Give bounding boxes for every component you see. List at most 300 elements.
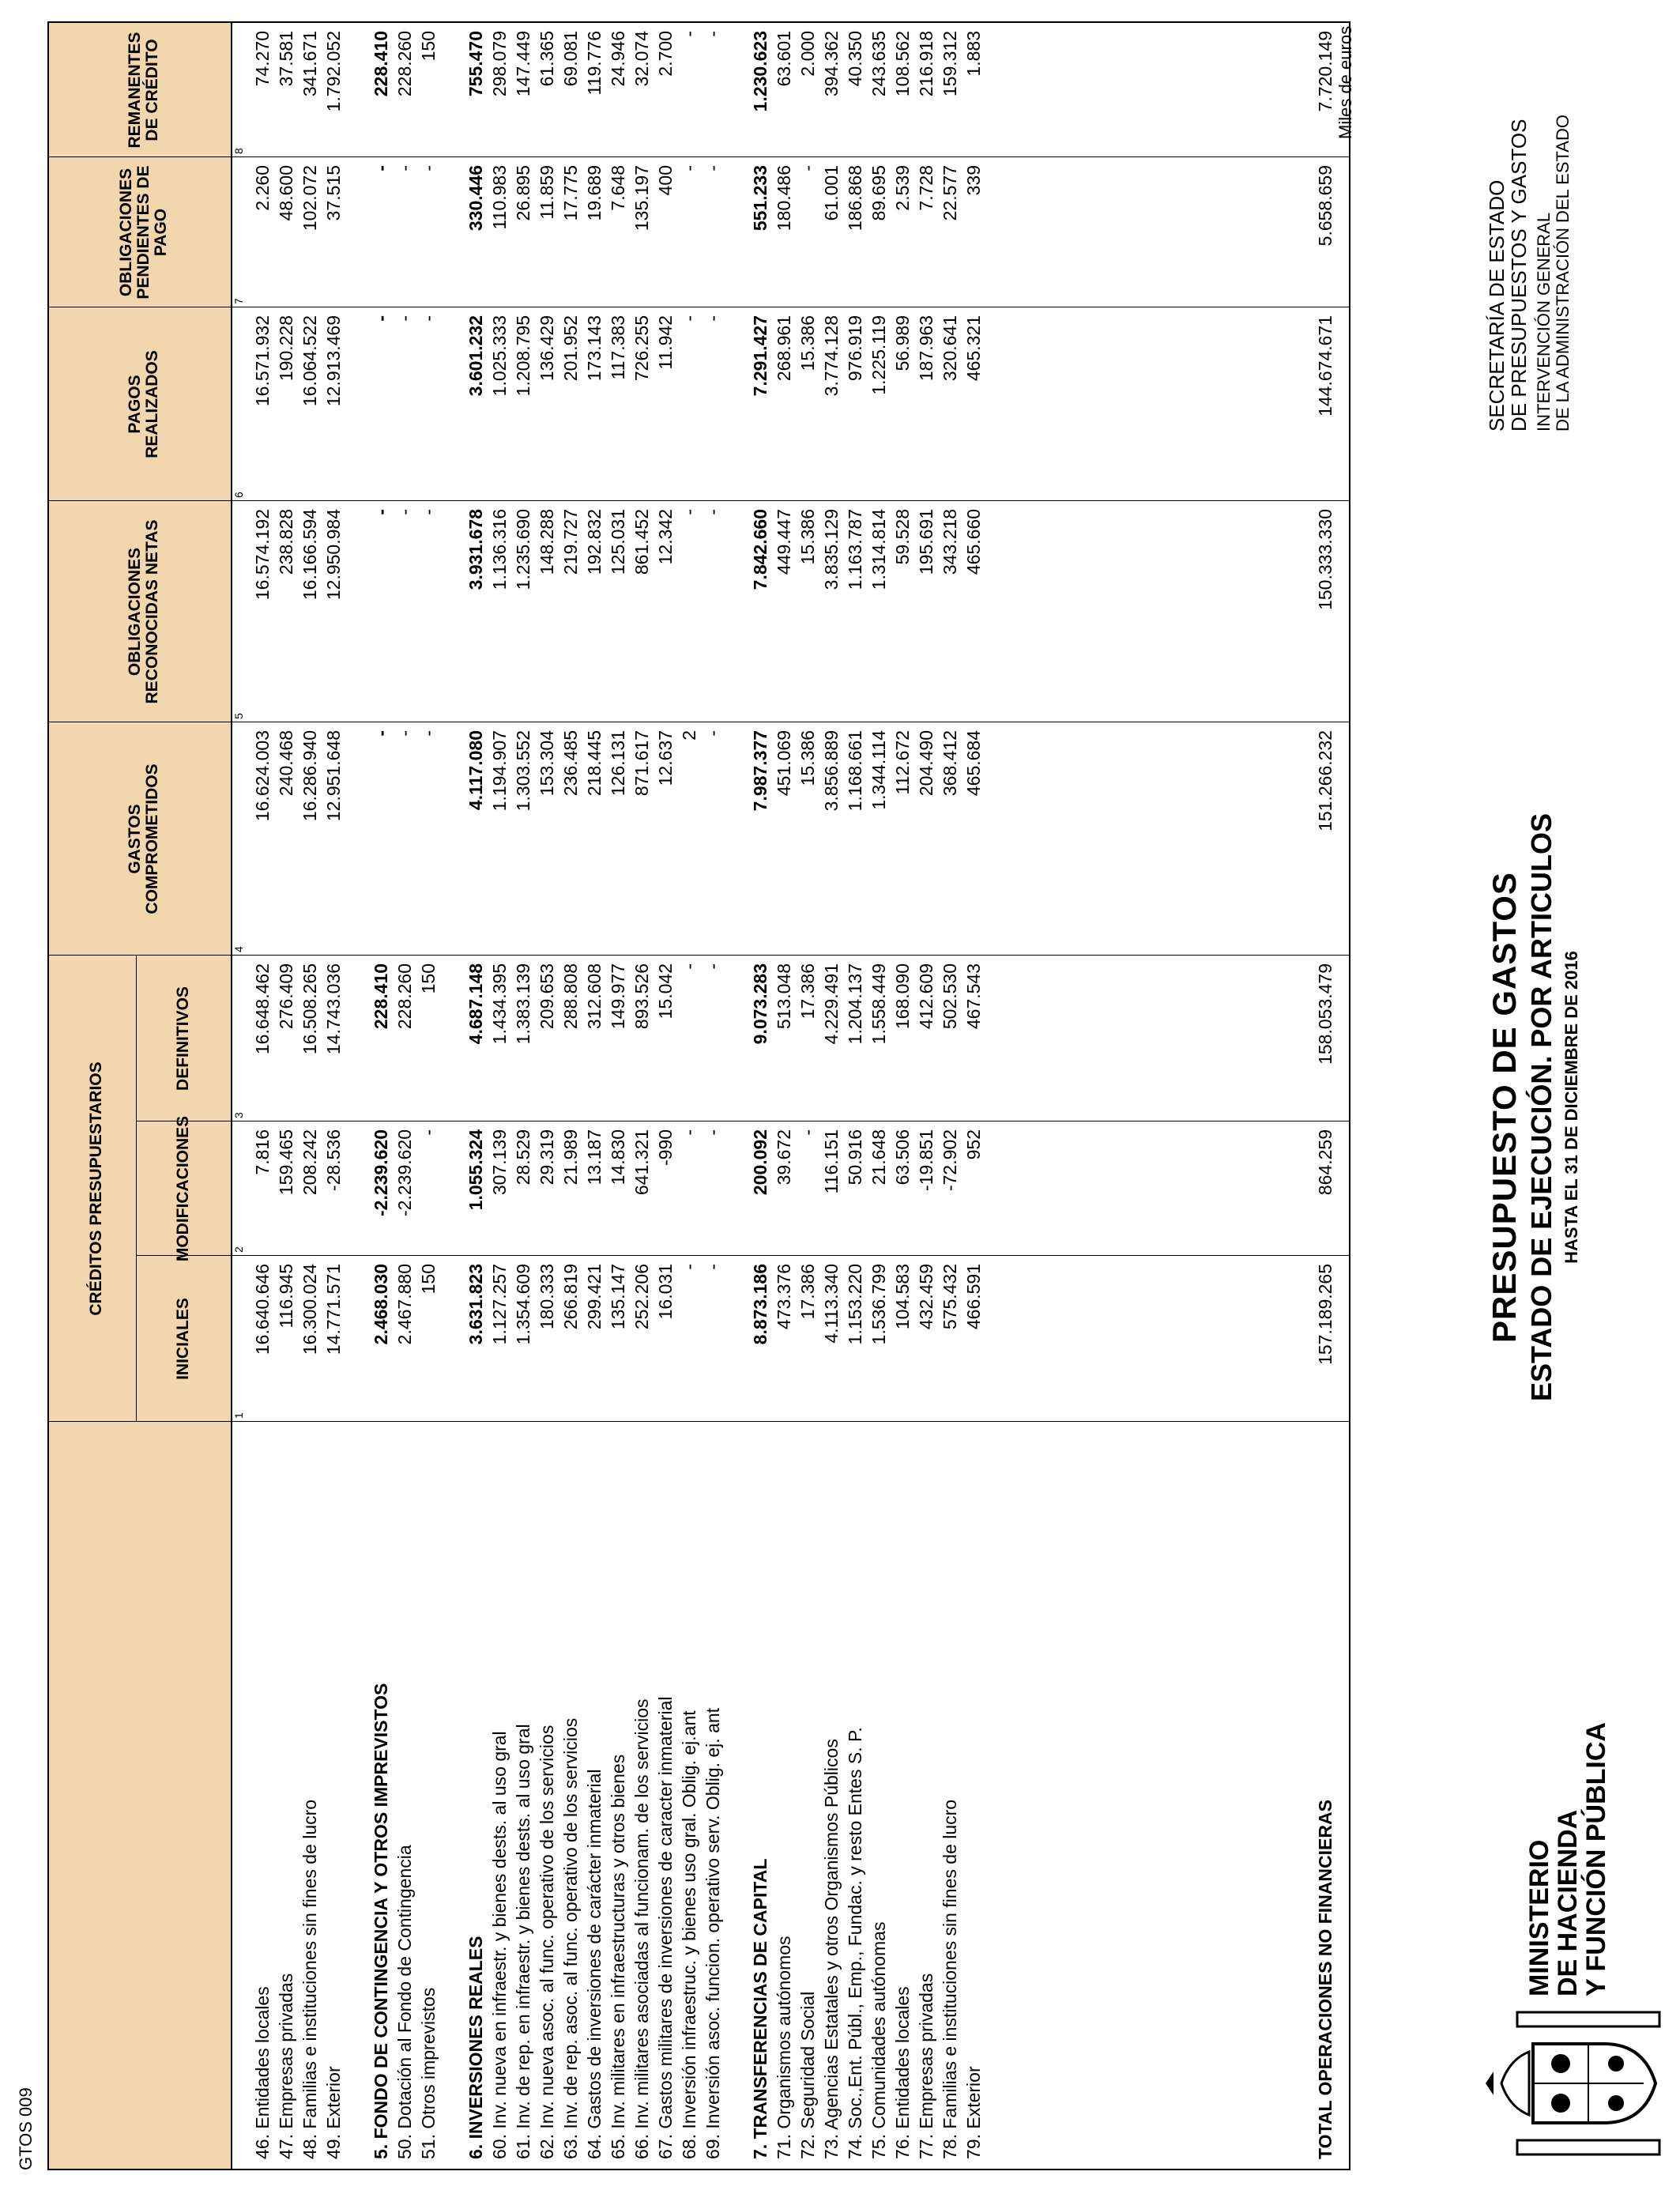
row-value: 3.631.823 [465,1264,486,1345]
row-value: - [418,509,439,515]
row-label: 49. Exterior [323,2066,344,2159]
row-value: 22.577 [940,165,960,221]
row-value: 201.952 [560,315,581,382]
row-label: 79. Exterior [963,2066,984,2159]
header-remanentes: REMANENTES DE CRÉDITO [126,32,161,149]
row-value: 243.635 [868,31,889,97]
row-value: 125.031 [608,509,628,575]
row-value: -2.239.620 [371,1129,391,1216]
table-row [914,23,938,2169]
row-value: 150 [418,31,439,62]
row-value: 29.319 [537,1129,557,1186]
row-value: 180.333 [537,1264,557,1330]
row-value: 16.031 [655,1264,676,1320]
row-value: 4.113.340 [821,1264,842,1344]
row-value: - [703,165,723,172]
row-value: 641.321 [631,1129,652,1196]
row-value: 16.064.522 [299,315,320,407]
row-label: 62. Inv. nueva asoc. al func. operativo de los servicios [537,1725,557,2159]
row-value: 4.117.080 [465,730,486,811]
row-value: 2.700 [655,31,676,77]
row-label: 48. Familias e instituciones sin fines de lucro [299,1799,320,2159]
row-value: 7.291.427 [750,315,770,397]
units-label: Miles de euros [1335,25,1355,139]
row-value: 40.350 [845,31,865,87]
row-value: 976.919 [845,315,865,382]
row-label: 71. Organismos autónomos [774,1936,794,2159]
row-value: 16.624.003 [252,730,273,822]
row-value: 126.131 [608,730,628,797]
intervencion-line-1: INTERVENCIÓN GENERAL [1534,212,1554,432]
row-value: 147.449 [513,31,533,97]
row-value: 150 [418,963,439,994]
row-value: 228.410 [371,31,391,97]
table-row [416,23,440,2169]
column-number: 4 [232,946,245,952]
row-value: 238.828 [276,509,296,575]
row-value: - [371,315,391,322]
row-value: 726.255 [631,315,652,382]
row-value: 1.235.690 [513,509,533,590]
row-value: 252.206 [631,1264,652,1330]
table-row [867,23,891,2169]
table-row [654,23,677,2169]
table-row [938,23,962,2169]
row-value: -28.536 [323,1129,344,1192]
row-label: 6. INVERSIONES REALES [465,1936,486,2159]
row-value: 307.139 [489,1129,510,1196]
row-value: 412.609 [916,963,936,1030]
row-value: - [418,315,439,322]
row-label: 77. Empresas privadas [916,1973,936,2159]
row-value: 63.506 [892,1129,913,1186]
row-value: 180.486 [774,165,794,232]
row-value: 208.242 [299,1129,320,1196]
row-value: 135.147 [608,1264,628,1330]
row-value: 575.432 [940,1264,960,1330]
table-row [772,23,796,2169]
row-value: 1.127.257 [489,1264,510,1345]
row-label: 78. Familias e instituciones sin fines de lucro [940,1799,960,2159]
row-value: - [679,1129,699,1136]
coat-of-arms-icon [1486,2004,1667,2162]
row-value: 61.365 [537,31,557,87]
header-obligaciones-pendientes: OBLIGACIONES PENDIENTES DE PAGO [117,165,170,300]
row-value: 473.376 [774,1264,794,1330]
row-value: 1.536.799 [868,1264,889,1345]
row-value: 135.197 [631,165,652,232]
row-value: 299.421 [584,1264,605,1330]
row-value: 14.830 [608,1129,628,1186]
row-value: 465.321 [963,315,984,382]
row-value: 3.774.128 [821,315,842,397]
row-value: 1.225.119 [868,315,889,395]
row-value: 153.304 [537,730,557,797]
row-value: 3.931.678 [465,509,486,590]
row-label: 5. FONDO DE CONTINGENCIA Y OTROS IMPREVISTOS [371,1683,391,2159]
ministry-line-1: MINISTERIO [1524,1839,1554,1996]
row-value: - [371,509,391,515]
row-value: 15.386 [797,730,818,786]
row-value: 37.515 [323,165,344,221]
table-row [322,23,345,2169]
row-value: 28.529 [513,1129,533,1186]
total-row [1313,23,1337,2169]
row-value: 466.591 [963,1264,984,1330]
row-value: 2.467.880 [394,1264,415,1345]
row-value: 513.048 [774,963,794,1030]
row-value: - [679,509,699,515]
ministry-name [1525,1722,1610,1996]
column-number: 2 [232,1246,245,1253]
row-value: - [394,730,415,737]
row-value: 1.025.333 [489,315,510,397]
row-label: 76. Entidades locales [892,1986,913,2159]
table-row [274,23,298,2169]
row-value: 157.189.265 [1315,1264,1335,1365]
table-row [796,23,819,2169]
row-value: 502.530 [940,963,960,1030]
row-value: 4.687.148 [465,963,486,1045]
row-value: 144.674.671 [1315,315,1335,417]
row-value: 3.601.232 [465,315,486,397]
column-number: 3 [232,1112,245,1118]
row-label: 66. Inv. militares asociadas al funcionam. de los servicios [631,1698,652,2159]
row-value: 2.000 [797,31,818,77]
row-value: 3.856.889 [821,730,842,812]
row-value: 952 [963,1129,984,1160]
header-gastos-comprometidos: GASTOS COMPROMETIDOS [126,763,161,914]
row-value: 158.053.479 [1315,963,1335,1065]
row-value: 24.946 [608,31,628,87]
row-value: 1.136.316 [489,509,510,590]
row-value: 5.658.659 [1315,165,1335,247]
row-value: 110.983 [489,165,510,230]
row-value: 148.288 [537,509,557,575]
row-value: 14.743.036 [323,963,344,1055]
row-value: 1.163.787 [845,509,865,590]
row-value: 108.562 [892,31,913,97]
row-value: 343.218 [940,509,960,575]
row-value: - [797,1129,818,1136]
row-value: 2.260 [252,165,273,211]
row-value: 465.660 [963,509,984,575]
row-value: 9.073.283 [750,963,770,1045]
row-value: 19.689 [584,165,605,221]
row-value: - [418,1129,439,1136]
row-label: 63. Inv. de rep. asoc. al func. operativo de los servicios [560,1717,581,2159]
row-value: 17.386 [797,1264,818,1320]
row-label: 69. Inversión asoc. funcion. operativo serv. Oblig. ej. ant [703,1707,723,2159]
creditos-divider [136,956,137,1422]
row-value: 451.069 [774,730,794,797]
row-value: 394.362 [821,31,842,97]
section-row [748,23,772,2169]
row-label: 68. Inversión infraestruc. y bienes uso gral. Oblig. ej.ant [679,1710,699,2159]
row-value: 17.386 [797,963,818,1020]
row-value: 1.792.052 [323,31,344,112]
table-row [582,23,606,2169]
row-value: 320.641 [940,315,960,382]
row-value: 8.873.186 [750,1264,770,1345]
row-value: 56.989 [892,315,913,371]
row-value: 59.528 [892,509,913,565]
row-label: 50. Dotación al Fondo de Contingencia [394,1845,415,2159]
row-value: 69.081 [560,31,581,87]
row-value: 112.672 [892,730,913,795]
row-value: 1.230.623 [750,31,770,112]
row-value: 12.950.984 [323,509,344,601]
row-value: 1.314.814 [868,509,889,590]
row-value: 216.918 [916,31,936,97]
row-value: 32.074 [631,31,652,87]
date-line: HASTA EL 31 DE DICIEMBRE DE 2016 [1561,951,1581,1264]
row-value: 16.648.462 [252,963,273,1055]
row-value: 15.042 [655,963,676,1020]
row-value: 400 [655,165,676,196]
row-value: 48.600 [276,165,296,221]
secretaria-line-1: SECRETARÍA DE ESTADO [1485,179,1509,432]
row-value: 151.266.232 [1315,730,1335,831]
row-label: 7. TRANSFERENCIAS DE CAPITAL [750,1858,770,2159]
row-value: 16.286.940 [299,730,320,822]
row-value: - [394,509,415,515]
row-value: - [679,963,699,970]
row-value: 1.383.139 [513,963,533,1045]
row-label: 47. Empresas privadas [276,1973,296,2159]
header-divider [231,23,232,2169]
row-value: 119.776 [584,31,605,96]
row-label: 64. Gastos de inversiones de carácter inmaterial [584,1769,605,2159]
row-value: 2.468.030 [371,1264,391,1345]
row-value: -72.902 [940,1129,960,1192]
row-value: 268.961 [774,315,794,382]
row-value: 104.583 [892,1264,913,1330]
row-value: 467.543 [963,963,984,1030]
row-value: 15.386 [797,315,818,371]
ministry-line-3: Y FUNCIÓN PÚBLICA [1581,1722,1611,1996]
row-value: 1.194.907 [489,730,510,812]
row-value: 209.653 [537,963,557,1030]
row-value: 150.333.330 [1315,509,1335,610]
row-value: 864.259 [1315,1129,1335,1196]
page-title: PRESUPUESTO DE GASTOS [1486,872,1523,1343]
row-value: 755.470 [465,31,486,97]
row-value: 312.608 [584,963,605,1030]
row-value: 330.446 [465,165,486,232]
header-obligaciones-netas: OBLIGACIONES RECONOCIDAS NETAS [126,519,161,704]
row-value: - [703,315,723,322]
row-value: 7.987.377 [750,730,770,812]
row-value: 39.672 [774,1129,794,1186]
row-value: 17.775 [560,165,581,221]
row-value: 149.977 [608,963,628,1030]
row-label: 75. Comunidades autónomas [868,1921,889,2159]
table-row [488,23,511,2169]
table-row [677,23,701,2169]
row-value: - [703,31,723,37]
page-titles [1486,692,1582,1522]
row-value: 159.465 [276,1129,296,1196]
row-value: 236.485 [560,730,581,797]
ministry-line-2: DE HACIENDA [1553,1809,1583,1996]
row-value: 1.303.552 [513,730,533,812]
row-value: -19.851 [916,1129,936,1192]
row-value: - [703,1129,723,1136]
row-value: 465.684 [963,730,984,797]
row-value: 1.204.137 [845,963,865,1045]
row-value: 2 [679,730,699,741]
column-number: 8 [232,148,245,154]
row-value: 168.090 [892,963,913,1030]
row-value: -990 [655,1129,676,1167]
secretaria-line-2: DE PRESUPUESTOS Y GASTOS [1507,119,1531,432]
column-number: 6 [232,492,245,498]
row-value: 16.300.024 [299,1264,320,1355]
row-value: - [679,165,699,172]
row-value: 12.637 [655,730,676,786]
row-value: - [371,165,391,172]
section-row [464,23,488,2169]
row-label: 61. Inv. de rep. en infraestr. y bienes dests. al uso gral [513,1724,533,2159]
row-value: 1.055.324 [465,1129,486,1211]
row-value: 200.092 [750,1129,770,1196]
row-value: 11.859 [537,165,557,220]
row-value: 1.168.661 [845,730,865,812]
row-label: 73. Agencias Estatales y otros Organismos Públicos [821,1739,842,2159]
table-row [843,23,867,2169]
row-value: 16.571.932 [252,315,273,407]
row-value: 861.452 [631,509,652,575]
row-value: - [703,509,723,515]
budget-table [47,21,1350,2170]
row-value: 150 [418,1264,439,1295]
header-pagos-realizados: PAGOS REALIZADOS [126,350,161,458]
row-label: 46. Entidades locales [252,1986,273,2159]
row-value: 16.166.594 [299,509,320,601]
column-number: 7 [232,298,245,304]
row-value: 219.727 [560,509,581,575]
table-row [559,23,582,2169]
row-label: 65. Inv. militares en infraestructuras y otros bienes [608,1754,628,2159]
row-value: 276.409 [276,963,296,1030]
row-value: 339 [963,165,984,196]
row-value: 26.895 [513,165,533,221]
row-value: 1.354.609 [513,1264,533,1345]
row-value: 37.581 [276,31,296,87]
row-value: 15.386 [797,509,818,565]
row-value: - [797,165,818,172]
row-value: 190.228 [276,315,296,382]
row-value: - [418,165,439,172]
row-value: 14.771.571 [323,1264,344,1355]
row-label: 51. Otros imprevistos [418,1987,439,2159]
row-value: 187.963 [916,315,936,382]
row-value: 7.816 [252,1129,273,1175]
row-value: - [703,730,723,737]
row-value: 266.819 [560,1264,581,1330]
row-value: 449.447 [774,509,794,575]
row-value: 21.989 [560,1129,581,1186]
section-row [369,23,393,2169]
row-value: 21.648 [868,1129,889,1186]
row-value: 7.842.660 [750,509,770,590]
row-label: 72. Seguridad Social [797,1991,818,2159]
table-row [511,23,535,2169]
row-value: 240.468 [276,730,296,797]
row-value: - [703,1264,723,1270]
row-label: 60. Inv. nueva en infraestr. y bienes dests. al uso gral [489,1731,510,2159]
row-value: 173.143 [584,315,605,382]
row-value: 116.945 [276,1264,296,1329]
row-value: 102.072 [299,165,320,232]
row-label: 74. Soc.,Ent. Públ., Emp., Fundac. y resto Entes S. P. [845,1727,865,2159]
row-value: 228.260 [394,31,415,97]
row-value: 186.868 [845,165,865,232]
row-value: 16.640.646 [252,1264,273,1355]
row-value: 195.691 [916,509,936,575]
table-row [891,23,914,2169]
row-value: 89.695 [868,165,889,221]
row-value: 3.835.129 [821,509,842,590]
table-row [535,23,559,2169]
row-value: 12.913.469 [323,315,344,407]
row-value: 341.671 [299,31,320,97]
row-value: - [394,315,415,322]
row-value: 117.383 [608,315,628,380]
column-number: 5 [232,713,245,719]
table-row [962,23,985,2169]
row-value: 13.187 [584,1129,605,1186]
row-value: 7.720.149 [1315,31,1335,112]
row-value: 74.270 [252,31,273,87]
row-value: - [679,315,699,322]
row-value: 368.412 [940,730,960,797]
row-value: - [703,963,723,970]
row-value: 1.434.395 [489,963,510,1045]
row-value: 136.429 [537,315,557,382]
row-value: 288.808 [560,963,581,1030]
row-value: 893.526 [631,963,652,1030]
secretaria-block [1486,115,1573,432]
document-code: GTOS 009 [16,2087,36,2170]
table-row [393,23,416,2169]
row-value: 204.490 [916,730,936,797]
page-subtitle: ESTADO DE EJECUCIÓN. POR ARTICULOS [1525,812,1558,1402]
row-value: 159.312 [940,31,960,97]
row-label: 67. Gastos militares de inversiones de caracter inmaterial [655,1696,676,2159]
table-row [701,23,725,2169]
row-value: 12.342 [655,509,676,565]
table-row [298,23,322,2169]
row-value: 1.558.449 [868,963,889,1045]
row-value: 551.233 [750,165,770,232]
header-definitivos: DEFINITIVOS [174,986,192,1091]
header-iniciales: INICIALES [174,1298,192,1380]
row-value: 192.832 [584,509,605,575]
row-value: 16.508.265 [299,963,320,1055]
table-row [630,23,654,2169]
row-value: 11.942 [655,315,676,370]
row-value: 298.079 [489,31,510,97]
header-modificaciones: MODIFICACIONES [174,1115,192,1262]
row-value: - [394,165,415,172]
table-row [819,23,843,2169]
row-value: 1.153.220 [845,1264,865,1345]
column-number: 1 [232,1412,245,1419]
row-value: 7.728 [916,165,936,211]
row-value: 432.459 [916,1264,936,1330]
